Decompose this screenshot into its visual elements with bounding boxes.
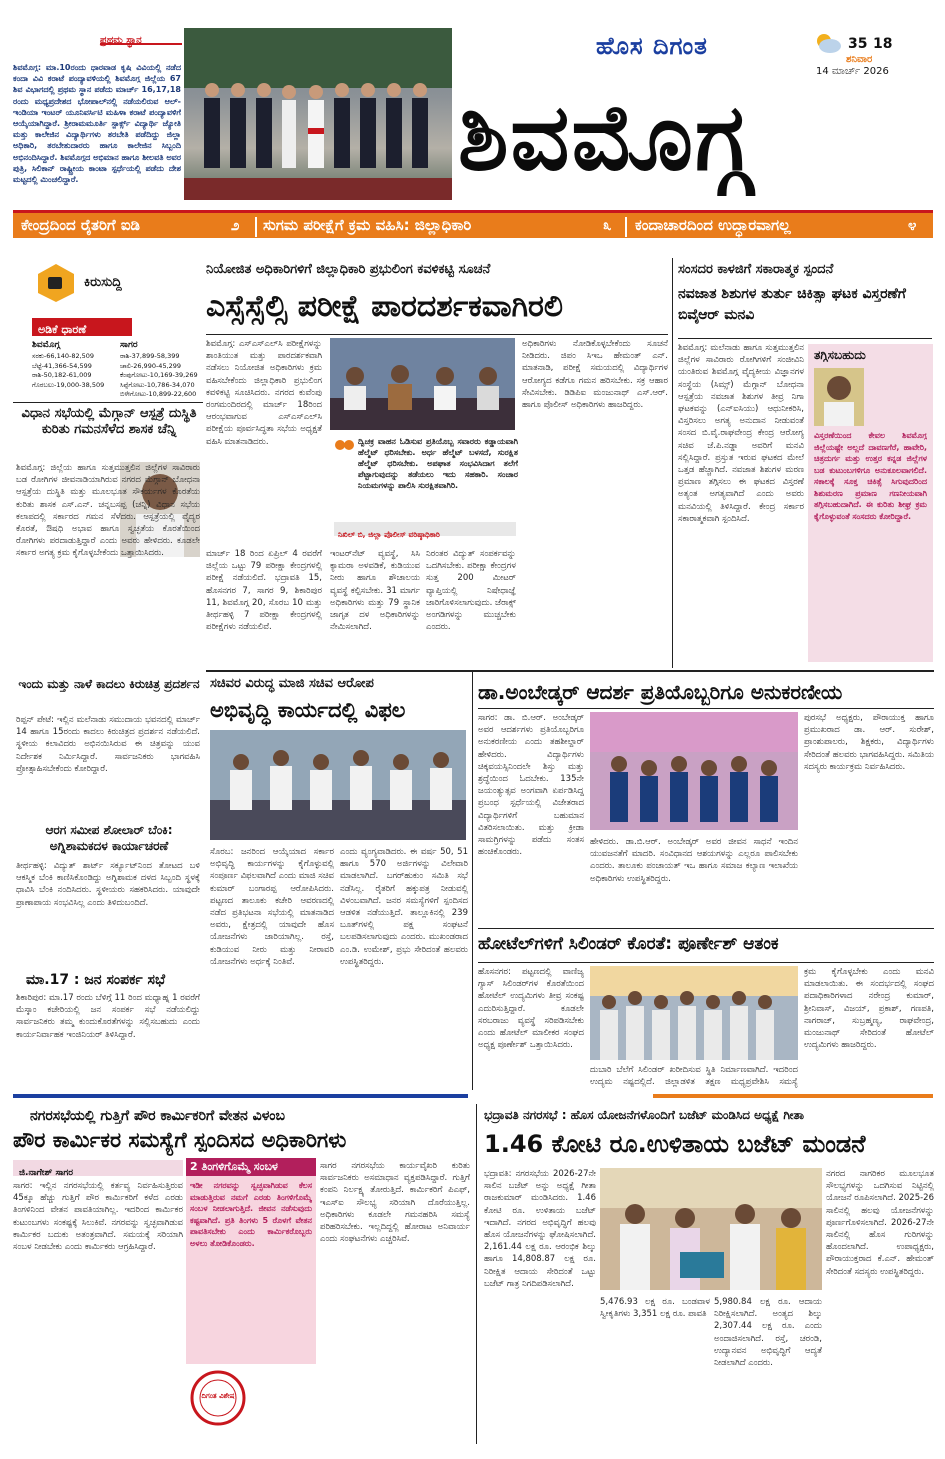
lead-col2: ಮಾರ್ಚ್ 18 ರಿಂದ ಏಪ್ರಿಲ್ 4 ರವರೆಗೆ ಜಿಲ್ಲೆಯ ಒಟ್ಟು 79 ಪರೀಕ್ಷಾ ಕೇಂದ್ರಗಳಲ್ಲಿ ಪರೀಕ್ಷೆ ನಡೆಯಲಿದೆ. ಭದ್ರಾವತಿ 15, ಹೊಸನಗರ 7, ಸಾಗರ 9, ಶಿಕಾರಿಪುರ 11, ಶಿವಮೊಗ್ಗ 20, ಸೊರಬ 10 ಮತ್ತು ತೀರ್ಥಹಳ್ಳಿ 7 ಪರೀಕ್ಷಾ ಕೇಂದ್ರಗಳಲ್ಲಿ ಪರೀಕ್ಷೆಗಳು ನಡೆಯಲಿವೆ. [206, 549, 322, 633]
promo-2-text: ಸುಗಮ ಪರೀಕ್ಷೆಗೆ ಕ್ರಮ ವಹಿಸಿ: ಜಿಲ್ಲಾಧಿಕಾರಿ [263, 216, 472, 234]
left-story1-headline: ವಿಧಾನ ಸಭೆಯಲ್ಲಿ ಮೆಗ್ಗಾನ್ ಆಸ್ಪತ್ರೆ ದುಸ್ಥಿತಿ ಕುರಿತು ಗಮನಸೆಳೆದ ಶಾಸಕ ಚೆನ್ನಿ [21, 406, 197, 437]
quote-byline [334, 522, 516, 539]
lead-kicker: ನಿಯೋಜಿತ ಅಧಿಕಾರಿಗಳಿಗೆ ಜಿಲ್ಲಾಧಿಕಾರಿ ಪ್ರಭುಲಿಂಗ ಕವಳಿಕಟ್ಟಿ ಸೂಚನೆ [206, 262, 491, 277]
mid-headline: ಅಭಿವೃದ್ಧಿ ಕಾರ್ಯದಲ್ಲಿ ವಿಫಲ [210, 698, 406, 722]
city-title-text: ಶಿವಮೊಗ್ಗ [458, 84, 752, 191]
ambedkar-col3: ಪುರಸಭೆ ಅಧ್ಯಕ್ಷರು, ಪೌರಾಯುಕ್ತ ಹಾಗೂ ಪ್ರಮುಖರಾದ ಡಾ. ಆರ್. ಸುರೇಶ್, ಪ್ರಾಂಶುಪಾಲರು, ಶಿಕ್ಷಕರು, ವಿದ್ಯಾರ್ಥಿಗಳು ಸೇರಿದಂತೆ ಹಲವರು ಭಾಗವಹಿಸಿದ್ದರು. ಸಮಿತಿಯ ಸದಸ್ಯರು ಕಾರ್ಯಕ್ರಮ ನಿರ್ವಹಿಸಿದರು. [804, 713, 934, 772]
ambedkar-col2: ಹೇಳಿದರು. ಡಾ.ಬಿ.ಆರ್. ಅಂಬೇಡ್ಕರ್ ಅವರ ಜೀವನ ಸಾಧನೆ ಇಂದಿನ ಯುವಜನತೆಗೆ ಮಾದರಿ. ಸಂವಿಧಾನದ ಆಶಯಗಳನ್ನು ಎಲ್ಲರೂ ಪಾಲಿಸಬೇಕು ಎಂದರು. ತಾಲೂಕು ಪಂಚಾಯತ್ ಇಒ ಹಾಗೂ ಸಮಾಜ ಕಲ್ಯಾಣ ಇಲಾಖೆಯ ಅಧಿಕಾರಿಗಳು ಉಪಸ್ಥಿತರಿದ್ದರು. [590, 837, 798, 884]
rate-row: ಗೊರಬಲು-19,000-38,509 [32, 380, 105, 389]
market-title-text: ಅಡಿಕೆ ಧಾರಣೆ [38, 323, 87, 336]
hotel-headline: ಹೋಟೆಲ್‌ಗಳಿಗೆ ಸಿಲಿಂಡರ್ ಕೊರತೆ: ಪೂರ್ಣೇಶ್ ಆತಂಕ [478, 934, 779, 954]
ambedkar-photo [590, 712, 798, 830]
rate-row: ರಾಶಿ-50,182-61,009 [32, 371, 92, 379]
market-title [32, 318, 132, 336]
promo-1-page: ೨ [231, 216, 240, 234]
bottom-right-headline: 1.46 ಕೋಟಿ ರೂ.ಉಳಿತಾಯ ಬಜೆಟ್ ಮಂಡನೆ [484, 1130, 866, 1158]
byline-text: ಜಿ.ನಾಗೇಶ್ ಸಾಗರ [19, 1168, 74, 1178]
top-story-photo [184, 28, 452, 200]
market-right-city: ಸಾಗರ [120, 340, 138, 350]
mid-col2: ಎಂದು ವ್ಯಂಗ್ಯವಾಡಿದರು. ಈ ವರ್ಷ 50, 51 ಹಾಗೂ 570 ಅರ್ಜಿಗಳನ್ನು ವಿಲೇವಾರಿ ಮಾಡಲಾಗಿದೆ. ಬಗರ್‌ಹುಕುಂ ಸಮಿತಿ ಸಭೆ ನಡೆಸಿಲ್ಲ. ರೈತರಿಗೆ ಹಕ್ಕುಪತ್ರ ನೀಡುವಲ್ಲಿ ವಿಳಂಬವಾಗಿದೆ. ಜನರ ಸಮಸ್ಯೆಗಳಿಗೆ ಸ್ಪಂದಿಸದ ಆಡಳಿತ ನಡೆಯುತ್ತಿದೆ. ತಾಲ್ಲೂಕಿನಲ್ಲಿ 239 ಬೂತ್‌ಗಳಲ್ಲಿ ಪಕ್ಷ ಸಂಘಟನೆ ಬಲಪಡಿಸಲಾಗುವುದು ಎಂದರು. ಮುಖಂಡರಾದ ಎಂ.ಡಿ. ಉಮೇಶ್, ಪ್ರಭು ಸೇರಿದಂತೆ ಹಲವರು ಉಪಸ್ಥಿತರಿದ್ದರು. [340, 847, 468, 967]
rank-tag-label: ಪ್ರಥಮ ಸ್ಥಾನ [100, 35, 142, 46]
promo-strip [13, 210, 933, 238]
lead-meeting-photo [330, 338, 515, 430]
left-story2-headline: ಇಂದು ಮತ್ತು ನಾಳೆ ಕಾದಲು ಕಿರುಚಿತ್ರ ಪ್ರದರ್ಶನ [18, 677, 200, 691]
left-story3-headline: ಆರಗ ಸಮೀಪ ಶೋಲಾರ್ ಬೆಂಕಿ: ಅಗ್ನಿಶಾಮಕದಳ ಕಾರ್ಯಾಚರಣೆ [45, 823, 173, 853]
lead-col3: ಇಂಟರ್‌ನೆಟ್ ವ್ಯವಸ್ಥೆ, ಸಿಸಿ ಕ್ಯಾಮರಾ ಅಳವಡಿಕೆ, ಕುಡಿಯುವ ನೀರು ಹಾಗೂ ಶೌಚಾಲಯ ವ್ಯವಸ್ಥೆ ಕಲ್ಪಿಸಬೇಕು. 31 ಮಾರ್ಗ ಅಧಿಕಾರಿಗಳು ಮತ್ತು 79 ಸ್ಥಾನಿಕ ಜಾಗೃತ ದಳ ಅಧಿಕಾರಿಗಳನ್ನು ನೇಮಿಸಲಾಗಿದೆ. [330, 549, 420, 633]
hand-icon [36, 263, 76, 303]
salary-box-text: ಇಡೀ ನಗರವನ್ನು ಸ್ವಚ್ಛವಾಗಿಡುವ ಕೆಲಸ ಮಾಡುತ್ತಿರುವ ನಮಗೆ ಎರಡು ತಿಂಗಳಿಗೊಮ್ಮೆ ಸಂಬಳ ನೀಡಲಾಗುತ್ತಿದೆ. ಜೀವನ ನಡೆಸುವುದು ಕಷ್ಟವಾಗಿದೆ. ಪ್ರತಿ ತಿಂಗಳು 5 ರೊಳಗೆ ವೇತನ ಪಾವತಿಸಬೇಕು ಎಂದು ಕಾರ್ಮಿಕರೊಬ್ಬರು ಅಳಲು ತೋಡಿಕೊಂಡರು. [190, 1181, 312, 1248]
lead-quote: ದ್ವಿಚಕ್ರ ವಾಹನ ಓಡಿಸುವ ಪ್ರತಿಯೊಬ್ಬ ಸವಾರರು ಕಡ್ಡಾಯವಾಗಿ ಹೆಲ್ಮೆಟ್ ಧರಿಸಬೇಕು. ಅರ್ಧ ಹೆಲ್ಮೆಟ್ ಬಳಸದೆ, ಸುರಕ್ಷಿತ ಹೆಲ್ಮೆಟ್ ಧರಿಸಬೇಕು. ಅಪಘಾತ ಸಂಭವಿಸಿದಾಗ ತಲೆಗೆ ಪೆಟ್ಟಾಗುವುದನ್ನು ತಡೆಯಲು ಇದು ಸಹಕಾರಿ. ಸಂಚಾರ ನಿಯಮಗಳನ್ನು ಪಾಲಿಸಿ ಸುರಕ್ಷಿತವಾಗಿರಿ. [358, 437, 518, 490]
top-story-text: ಶಿವಮೊಗ್ಗ: ಮಾ.10ರಂದು ಧಾರವಾಡ ಕೃಷಿ ವಿವಿಯಲ್ಲಿ ನಡೆದ ಕಂದಾ ವಿವಿ ಕರಾಟೆ ಪಂದ್ಯಾವಳಿಯಲ್ಲಿ ಶಿವಮೊಗ್ಗ ಜಿಲ್ಲೆಯ 67 ಶಿವ ವಿಭಾಗದಲ್ಲಿ ಪ್ರಥಮ ಸ್ಥಾನ ಪಡೆದು ಮಾರ್ಚ್ 16,17,18 ರಂದು ಮಧ್ಯಪ್ರದೇಶದ ಭೋಪಾಲ್‌ನಲ್ಲಿ ನಡೆಯಲಿರುವ ಆಲ್-ಇಂಡಿಯಾ ಇಂಟರ್ ಯೂನಿವರ್ಸಿಟಿ ಮಹಿಳಾ ಕರಾಟೆ ಪಂದ್ಯಾವಳಿಗೆ ಆಯ್ಕೆಯಾಗಿದ್ದಾರೆ. ಶ್ರೀರಾಮಮೂರ್ತಿ ಸ್ಪಾರ್ಕ್ಸ್ ವಿದ್ಯಾರ್ಥಿ ಜ್ಯೋತಿ ಮತ್ತು ಕಾಲೇಜಿನ ವಿದ್ಯಾರ್ಥಿಗಳು ತರಬೇತಿ ಪಡೆದಿದ್ದು ಜಿಲ್ಲಾ ಅಧಿಕಾರಿ, ತರಬೇತುದಾರರು ಹಾಗೂ ಕಾಲೇಜಿನ ಸಿಬ್ಬಂದಿ ಅಭಿನಂದಿಸಿದ್ದಾರೆ. ಶಿವಮೊಗ್ಗದ ಅಭಿಮಾನ ಹಾಗೂ ಶೀಲವತಿ ಅವರ ಪುತ್ರಿ, ಸಿಲಿಕಾನ್ ರಾಷ್ಟ್ರೀಯ ಕಾಂಟಾ ಸ್ಪರ್ಧೆಯಲ್ಲಿ ಪಡೆದು ದೇಶ ಮಟ್ಟದಲ್ಲಿ ಮಿಂಚಲಿದ್ದಾರೆ. [13, 63, 181, 185]
right-kicker: ಸಂಸದರ ಕಾಳಜಿಗೆ ಸಕಾರಾತ್ಮಕ ಸ್ಪಂದನೆ [678, 262, 834, 277]
left-story4-headline: ಮಾ.17 : ಜನ ಸಂಪರ್ಕ ಸಭೆ [26, 972, 166, 988]
sidebox-text: ವಿಸ್ತರಣೆಯಿಂದ ಕೇವಲ ಶಿವಮೊಗ್ಗ ಜಿಲ್ಲೆಯಷ್ಟೇ ಅಲ್ಲದೆ ದಾವಣಗೆರೆ, ಹಾವೇರಿ, ಚಿತ್ರದುರ್ಗ ಮತ್ತು ಉತ್ತರ ಕನ್ನಡ ಜಿಲ್ಲೆಗಳ ಬಡ ಕುಟುಂಬಗಳಿಗೂ ಅನುಕೂಲವಾಗಲಿದೆ. ಸಕಾಲಕ್ಕೆ ಸೂಕ್ತ ಚಿಕಿತ್ಸೆ ಸಿಗುವುದರಿಂದ ಶಿಶುಮರಣ ಪ್ರಮಾಣ ಗಣನೀಯವಾಗಿ ತಗ್ಗಿಸಬಹುದಾಗಿದೆ. ಈ ಕುರಿತು ಶೀಘ್ರ ಕ್ರಮ ಕೈಗೊಳ್ಳುವಂತೆ ಸಂಸದರು ಕೋರಿದ್ದಾರೆ. [814, 431, 927, 521]
promo-2-page: ೩ [603, 216, 612, 234]
bottom-left-col1: ಸಾಗರ: ಇಲ್ಲಿನ ನಗರಸಭೆಯಲ್ಲಿ ಕರ್ತವ್ಯ ನಿರ್ವಹಿಸುತ್ತಿರುವ 45ಕ್ಕೂ ಹೆಚ್ಚು ಗುತ್ತಿಗೆ ಪೌರ ಕಾರ್ಮಿಕರಿಗೆ ಕಳೆದ ಎರಡು ತಿಂಗಳಿನಿಂದ ವೇತನ ಪಾವತಿಯಾಗಿಲ್ಲ. ಇದರಿಂದ ಕಾರ್ಮಿಕರ ಕುಟುಂಬಗಳು ಸಂಕಷ್ಟಕ್ಕೆ ಸಿಲುಕಿವೆ. ನಗರವನ್ನು ಸ್ವಚ್ಛವಾಗಿಡುವ ಕಾರ್ಮಿಕರ ಬದುಕು ಅತಂತ್ರವಾಗಿದೆ. ಸಮಯಕ್ಕೆ ಸರಿಯಾಗಿ ಸಂಬಳ ನೀಡಬೇಕು ಎಂದು ಕಾರ್ಮಿಕರು ಆಗ್ರಹಿಸಿದ್ದಾರೆ. [13, 1181, 183, 1253]
bottom-left-col2: ಸಾಗರ ನಗರಸಭೆಯ ಕಾರ್ಯವೈಖರಿ ಕುರಿತು ಸಾರ್ವಜನಿಕರು ಅಸಮಾಧಾನ ವ್ಯಕ್ತಪಡಿಸಿದ್ದಾರೆ. ಗುತ್ತಿಗೆ ಕಂಪನಿ ನಿರ್ಲಕ್ಷ್ಯ ತೋರುತ್ತಿದೆ. ಕಾರ್ಮಿಕರಿಗೆ ಪಿಎಫ್, ಇಎಸ್ಐ ಸೌಲಭ್ಯ ಸರಿಯಾಗಿ ದೊರೆಯುತ್ತಿಲ್ಲ. ಅಧಿಕಾರಿಗಳು ಕೂಡಲೇ ಗಮನಹರಿಸಿ ಸಮಸ್ಯೆ ಪರಿಹರಿಸಬೇಕು. ಇಲ್ಲದಿದ್ದಲ್ಲಿ ಹೋರಾಟ ಅನಿವಾರ್ಯ ಎಂದು ಸಂಘಟನೆಗಳು ಎಚ್ಚರಿಸಿವೆ. [320, 1161, 470, 1245]
left-story4-text: ಶಿಕಾರಿಪುರ: ಮಾ.17 ರಂದು ಬೆಳಿಗ್ಗೆ 11 ರಿಂದ ಮಧ್ಯಾಹ್ನ 1 ರವರೆಗೆ ಮೆಸ್ಕಾಂ ಕಚೇರಿಯಲ್ಲಿ ಜನ ಸಂಪರ್ಕ ಸಭೆ ನಡೆಯಲಿದ್ದು ಸಾರ್ವಜನಿಕರು ತಮ್ಮ ಕುಂದುಕೊರತೆಗಳನ್ನು ಸಲ್ಲಿಸಬಹುದು ಎಂದು ಕಾರ್ಯನಿರ್ವಾಹಕ ಇಂಜಿನಿಯರ್ ತಿಳಿಸಿದ್ದಾರೆ. [16, 993, 200, 1040]
market-left-city: ಶಿವಮೊಗ್ಗ [32, 340, 60, 350]
sidebox-title: ತಗ್ಗಿಸಬಹುದು [814, 348, 866, 362]
bottom-right-kicker: ಭದ್ರಾವತಿ ನಗರಸಭೆ : ಹೊಸ ಯೋಜನೆಗಳೊಂದಿಗೆ ಬಜೆಟ್ ಮಂಡಿಸಿದ ಅಧ್ಯಕ್ಷೆ ಗೀತಾ [484, 1108, 805, 1122]
hotel-photo [590, 966, 798, 1060]
right-sidebox [808, 344, 933, 662]
right-headline: ನವಜಾತ ಶಿಶುಗಳ ತುರ್ತು ಚಿಕಿತ್ಸಾ ಘಟಕ ವಿಸ್ತರಣೆಗೆ ಬಿವೈಆರ್ ಮನವಿ [678, 286, 906, 323]
left-story2-text: ರಿಪ್ಪನ್ ಪೇಟೆ: ಇಲ್ಲಿನ ಮಲೆನಾಡು ಸಮುದಾಯ ಭವನದಲ್ಲಿ ಮಾರ್ಚ್ 14 ಹಾಗೂ 15ರಂದು ಕಾದಲು ಕಿರುಚಿತ್ರದ ಪ್ರದರ್ಶನ ನಡೆಯಲಿದೆ. ಸ್ಥಳೀಯ ಕಲಾವಿದರು ಅಭಿನಯಿಸಿರುವ ಈ ಚಿತ್ರವನ್ನು ಯುವ ನಿರ್ದೇಶಕ ನಿರ್ಮಿಸಿದ್ದಾರೆ. ಸಾರ್ವಜನಿಕರು ಭಾಗವಹಿಸಿ ಪ್ರೋತ್ಸಾಹಿಸಬೇಕೆಂದು ಕೋರಿದ್ದಾರೆ. [16, 715, 200, 774]
bottom-right-col2: 5,980.84 ಲಕ್ಷ ರೂ. ಆದಾಯ ನಿರೀಕ್ಷಿಸಲಾಗಿದೆ. ಅಂತ್ಯದ ಶಿಲ್ಕು 2,307.44 ಲಕ್ಷ ರೂ. ಎಂದು ಅಂದಾಜಿಸಲಾಗಿದೆ. ರಸ್ತೆ, ಚರಂಡಿ, ಉದ್ಯಾನವನ ಅಭಿವೃದ್ಧಿಗೆ ಆದ್ಯತೆ ನೀಡಲಾಗಿದೆ ಎಂದರು. [714, 1297, 822, 1369]
lead-col1: ಶಿವಮೊಗ್ಗ: ಎಸ್ಎಸ್ಎಲ್‌ಸಿ ಪರೀಕ್ಷೆಗಳನ್ನು ಶಾಂತಿಯುತ ಮತ್ತು ಪಾರದರ್ಶಕವಾಗಿ ನಡೆಸಲು ನಿಯೋಜಿತ ಅಧಿಕಾರಿಗಳು ಕ್ರಮ ವಹಿಸಬೇಕೆಂದು ಜಿಲ್ಲಾಧಿಕಾರಿ ಪ್ರಭುಲಿಂಗ ಕವಳಿಕಟ್ಟಿ ಸೂಚಿಸಿದರು. ನಗರದ ಕುವೆಂಪು ರಂಗಮಂದಿರದಲ್ಲಿ ಮಾರ್ಚ್ 18ರಿಂದ ಆರಂಭವಾಗುವ ಎಸ್ಎಸ್ಎಲ್‌ಸಿ ಪರೀಕ್ಷೆಯ ಪೂರ್ವಸಿದ್ಧತಾ ಸಭೆಯ ಅಧ್ಯಕ್ಷತೆ ವಹಿಸಿ ಮಾತನಾಡಿದರು. [206, 339, 322, 447]
rank-tag [100, 28, 182, 45]
lead-headline: ಎಸ್ಸೆಸ್ಸೆಲ್ಸಿ ಪರೀಕ್ಷೆ ಪಾರದರ್ಶಕವಾಗಿರಲಿ [206, 289, 564, 324]
ambedkar-col1: ಸಾಗರ: ಡಾ. ಬಿ.ಆರ್. ಅಂಬೇಡ್ಕರ್ ಅವರ ಆದರ್ಶಗಳು ಪ್ರತಿಯೊಬ್ಬರಿಗೂ ಅನುಕರಣೀಯ ಎಂದು ತಹಶೀಲ್ದಾರ್ ಹೇಳಿದರು. ವಿದ್ಯಾರ್ಥಿಗಳು ಚಿಕ್ಕವಯಸ್ಸಿನಿಂದಲೇ ಶಿಸ್ತು ಮತ್ತು ಶ್ರದ್ಧೆಯಿಂದ ಓದಬೇಕು. 135ನೇ ಜಯಂತ್ಯುತ್ಸವ ಅಂಗವಾಗಿ ಏರ್ಪಡಿಸಿದ್ದ ಪ್ರಬಂಧ ಸ್ಪರ್ಧೆಯಲ್ಲಿ ವಿಜೇತರಾದ ವಿದ್ಯಾರ್ಥಿಗಳಿಗೆ ಬಹುಮಾನ ವಿತರಿಸಲಾಯಿತು. ಮತ್ತು ಕ್ರೀಡಾ ಸಾಮಗ್ರಿಗಳನ್ನು ಪಡೆದು ಸಂತಸ ಹಂಚಿಕೊಂಡರು. [478, 713, 584, 858]
mid-kicker: ಸಚಿವರ ವಿರುದ್ಧ ಮಾಜಿ ಸಚಿವ ಆರೋಪ [210, 676, 374, 691]
bottom-right-col1: ಭದ್ರಾವತಿ: ನಗರಸಭೆಯ 2026-27ನೇ ಸಾಲಿನ ಬಜೆಟ್ ಅನ್ನು ಅಧ್ಯಕ್ಷೆ ಗೀತಾ ರಾಜಕುಮಾರ್ ಮಂಡಿಸಿದರು. 1.46 ಕೋಟಿ ರೂ. ಉಳಿತಾಯ ಬಜೆಟ್ ಇದಾಗಿದೆ. ನಗರದ ಅಭಿವೃದ್ಧಿಗೆ ಹಲವು ಹೊಸ ಯೋಜನೆಗಳನ್ನು ಘೋಷಿಸಲಾಗಿದೆ. 2,161.44 ಲಕ್ಷ ರೂ. ಆರಂಭಿಕ ಶಿಲ್ಕು ಹಾಗೂ 14,808.87 ಲಕ್ಷ ರೂ. ನಿರೀಕ್ಷಿತ ಆದಾಯ ಸೇರಿದಂತೆ ಒಟ್ಟು ಬಜೆಟ್ ಗಾತ್ರ ನಿಗದಿಪಡಿಸಲಾಗಿದೆ. [484, 1169, 596, 1289]
paper-name: ಹೊಸ ದಿಗಂತ [596, 32, 708, 60]
kirusuddi-label: ಕಿರುಸುದ್ದಿ [84, 275, 122, 290]
promo-3-text: ಕಂದಾಚಾರದಿಂದ ಉದ್ಧಾರವಾಗಲ್ಲ [635, 216, 791, 234]
issue-date: 14 ಮಾರ್ಚ್ 2026 [816, 66, 889, 77]
rate-row: ಸರಕು-66,140-82,509 [32, 352, 95, 360]
bottom-divider [13, 1094, 933, 1098]
left-story1-text: ಶಿವಮೊಗ್ಗ: ಜಿಲ್ಲೆಯ ಹಾಗೂ ಸುತ್ತಮುತ್ತಲಿನ ಜಿಲ್ಲೆಗಳ ಸಾವಿರಾರು ಬಡ ರೋಗಿಗಳ ಜೀವನಾಡಿಯಾಗಿರುವ ನಗರದ ಮೆಗ್ಗಾನ್ ಬೋಧನಾ ಆಸ್ಪತ್ರೆಯ ದುಸ್ಥಿತಿ ಮತ್ತು ಮೂಲಭೂತ ಸೌಕರ್ಯಗಳ ಕೊರತೆಯ ಕುರಿತು ಶಾಸಕ ಎಸ್.ಎನ್. ಚನ್ನಬಸಪ್ಪ (ಚನ್ನಿ) ವಿಧಾನ ಸಭೆಯ ಕಲಾಪದಲ್ಲಿ ಸರ್ಕಾರದ ಗಮನ ಸೆಳೆದರು. ಆಸ್ಪತ್ರೆಯಲ್ಲಿ ವೈದ್ಯರ ಕೊರತೆ, ಔಷಧಿ ಅಭಾವ ಹಾಗೂ ಸ್ವಚ್ಛತೆಯ ಕೊರತೆಯಿಂದ ರೋಗಿಗಳು ಪರದಾಡುತ್ತಿದ್ದಾರೆ ಎಂದು ಅವರು ಹೇಳಿದರು. ಕೂಡಲೇ ಸರ್ಕಾರ ಅಗತ್ಯ ಕ್ರಮ ಕೈಗೊಳ್ಳಬೇಕೆಂದು ಒತ್ತಾಯಿಸಿದರು. [16, 463, 200, 559]
salary-box-title: 2 ತಿಂಗಳಿಗೊಮ್ಮೆ ಸಂಬಳ [190, 1160, 278, 1173]
digantha-seal [190, 1370, 246, 1426]
budget-caption: 5,476.93 ಲಕ್ಷ ರೂ. ಬಂಡವಾಳ ಸ್ವೀಕೃತಿಗಳು 3,351 ಲಕ್ಷ ರೂ. ಪಾವತಿ [600, 1297, 710, 1320]
paper-logo [596, 32, 816, 66]
temp-min: 18 [873, 36, 893, 52]
market-rates-right [120, 352, 200, 400]
promo-item-3[interactable] [635, 216, 905, 238]
bottom-left-byline [13, 1160, 183, 1176]
hotel-col2: ದುಬಾರಿ ಬೆಲೆಗೆ ಸಿಲಿಂಡರ್ ಖರೀದಿಸುವ ಸ್ಥಿತಿ ನಿರ್ಮಾಣವಾಗಿದೆ. ಇದರಿಂದ ಉದ್ಯಮ ನಷ್ಟದಲ್ಲಿದೆ. ಜಿಲ್ಲಾಡಳಿತ ತಕ್ಷಣ ಮಧ್ಯಪ್ರವೇಶಿಸಿ ಸಮಸ್ಯೆ [590, 1065, 798, 1088]
promo-item-1[interactable] [21, 216, 227, 238]
city-title [458, 76, 938, 206]
mid-col1: ಸೊರಬ: ಜನರಿಂದ ಆಯ್ಕೆಯಾದ ಸರ್ಕಾರ ಅಭಿವೃದ್ಧಿ ಕಾರ್ಯಗಳನ್ನು ಕೈಗೊಳ್ಳುವಲ್ಲಿ ಸಂಪೂರ್ಣ ವಿಫಲವಾಗಿದೆ ಎಂದು ಮಾಜಿ ಸಚಿವ ಕುಮಾರ್ ಬಂಗಾರಪ್ಪ ಆರೋಪಿಸಿದರು. ಪಟ್ಟಣದ ತಾಲೂಕು ಕಚೇರಿ ಆವರಣದಲ್ಲಿ ನಡೆದ ಪ್ರತಿಭಟನಾ ಸಭೆಯಲ್ಲಿ ಮಾತನಾಡಿದ ಅವರು, ಕ್ಷೇತ್ರದಲ್ಲಿ ಯಾವುದೇ ಹೊಸ ಯೋಜನೆಗಳು ಜಾರಿಯಾಗಿಲ್ಲ. ರಸ್ತೆ, ಕುಡಿಯುವ ನೀರು ಮತ್ತು ನೀರಾವರಿ ಯೋಜನೆಗಳು ಅರ್ಧಕ್ಕೆ ನಿಂತಿವೆ. [210, 847, 334, 967]
seal-label: ದಿಗಂತ ವಿಶೇಷ [201, 1392, 235, 1400]
bottom-right-col3: ನಗರದ ನಾಗರಿಕರ ಮೂಲಭೂತ ಸೌಲಭ್ಯಗಳನ್ನು ಒದಗಿಸುವ ನಿಟ್ಟಿನಲ್ಲಿ ಯೋಜನೆ ರೂಪಿಸಲಾಗಿದೆ. 2025-26 ಸಾಲಿನಲ್ಲಿ ಹಲವು ಯೋಜನೆಗಳನ್ನು ಪೂರ್ಣಗೊಳಿಸಲಾಗಿದೆ. 2026-27ನೇ ಸಾಲಿನಲ್ಲಿ ಹೊಸ ಗುರಿಗಳನ್ನು ಹೊಂದಲಾಗಿದೆ. ಉಪಾಧ್ಯಕ್ಷರು, ಪೌರಾಯುಕ್ತರಾದ ಕೆ.ಎನ್. ಹೇಮಂತ್ ಸೇರಿದಂತೆ ಸದಸ್ಯರು ಉಪಸ್ಥಿತರಿದ್ದರು. [826, 1169, 934, 1277]
promo-item-2[interactable] [263, 216, 593, 238]
rate-row: ಸಿಪ್ಪೆಗೋಟು-10,786-34,070 [120, 380, 195, 389]
rate-row: ಕೆಂಪುಗೋಟು-10,169-39,269 [120, 371, 198, 379]
left-story3-text: ತೀರ್ಥಹಳ್ಳಿ: ವಿದ್ಯುತ್ ಶಾರ್ಟ್ ಸರ್ಕ್ಯೂಟ್‌ನಿಂದ ತೋಟದ ಬಳಿ ಆಕಸ್ಮಿಕ ಬೆಂಕಿ ಕಾಣಿಸಿಕೊಂಡಿದ್ದು ಅಗ್ನಿಶಾಮಕ ದಳದ ಸಿಬ್ಬಂದಿ ಸ್ಥಳಕ್ಕೆ ಧಾವಿಸಿ ಬೆಂಕಿ ನಂದಿಸಿದರು. ಸ್ಥಳೀಯರು ಸಹಕರಿಸಿದರು. ಯಾವುದೇ ಪ್ರಾಣಾಪಾಯ ಸಂಭವಿಸಿಲ್ಲ ಎಂದು ತಿಳಿದುಬಂದಿದೆ. [16, 861, 200, 908]
karate-team-photo [184, 28, 452, 200]
temp-max: 35 [848, 36, 868, 52]
issue-day: ಶನಿವಾರ [846, 54, 873, 65]
quote-byline-text: ನಿಖಿಲ್ ಬಿ, ಜಿಲ್ಲಾ ಪೊಲೀಸ್ ವರಿಷ್ಠಾಧಿಕಾರಿ [338, 530, 440, 539]
promo-3-page: ೪ [908, 216, 917, 234]
quote-icon [334, 438, 354, 458]
rate-row: ಚಾಲಿ-26,990-45,299 [120, 361, 182, 370]
rate-row: ರಾಶಿ-37,899-58,399 [120, 352, 180, 360]
lead-col4: ನಿರಂತರ ವಿದ್ಯುತ್ ಸಂಪರ್ಕವನ್ನು ಒದಗಿಸಬೇಕು. ಪರೀಕ್ಷಾ ಕೇಂದ್ರಗಳ ಸುತ್ತ 200 ಮೀಟರ್ ವ್ಯಾಪ್ತಿಯಲ್ಲಿ ನಿಷೇಧಾಜ್ಞೆ ಜಾರಿಗೊಳಿಸಲಾಗುವುದು. ಜೆರಾಕ್ಸ್ ಅಂಗಡಿಗಳನ್ನು ಮುಚ್ಚಬೇಕು ಎಂದರು. [426, 549, 516, 633]
bottom-left-kicker: ನಗರಸಭೆಯಲ್ಲಿ ಗುತ್ತಿಗೆ ಪೌರ ಕಾರ್ಮಿಕರಿಗೆ ವೇತನ ವಿಳಂಬ [30, 1108, 285, 1124]
hotel-col1: ಹೊಸನಗರ: ಪಟ್ಟಣದಲ್ಲಿ ವಾಣಿಜ್ಯ ಗ್ಯಾಸ್ ಸಿಲಿಂಡರ್‌ಗಳ ಕೊರತೆಯಿಂದ ಹೋಟೆಲ್ ಉದ್ಯಮಿಗಳು ತೀವ್ರ ಸಂಕಷ್ಟ ಎದುರಿಸುತ್ತಿದ್ದಾರೆ. ಕೂಡಲೇ ಸರಬರಾಜು ವ್ಯವಸ್ಥೆ ಸರಿಪಡಿಸಬೇಕು ಎಂದು ಹೋಟೆಲ್ ಮಾಲೀಕರ ಸಂಘದ ಅಧ್ಯಕ್ಷ ಪೂರ್ಣೇಶ್ ಒತ್ತಾಯಿಸಿದರು. [478, 967, 584, 1051]
kirusuddi-logo [36, 263, 186, 303]
protest-photo [210, 730, 466, 840]
rate-row: ಬಿಳೇಗೋಟು-10,899-22,600 [120, 390, 197, 398]
weather-icon [812, 30, 842, 56]
budget-photo [600, 1168, 822, 1290]
hotel-col3: ಕ್ರಮ ಕೈಗೊಳ್ಳಬೇಕು ಎಂದು ಮನವಿ ಮಾಡಲಾಯಿತು. ಈ ಸಂದರ್ಭದಲ್ಲಿ ಸಂಘದ ಪದಾಧಿಕಾರಿಗಳಾದ ನರೇಂದ್ರ ಕುಮಾರ್, ಶ್ರೀನಿವಾಸ್, ವಿಜಯ್, ಪ್ರಕಾಶ್, ಗಣಪತಿ, ನಾಗರಾಜ್, ಸುಬ್ರಹ್ಮಣ್ಯ, ರಾಘವೇಂದ್ರ, ಮಂಜುನಾಥ್ ಸೇರಿದಂತೆ ಹೋಟೆಲ್ ಉದ್ಯಮಿಗಳು ಹಾಜರಿದ್ದರು. [804, 967, 934, 1051]
salary-box [186, 1158, 316, 1364]
market-rates-left [32, 352, 122, 390]
mp-photo [814, 368, 864, 426]
promo-1-text: ಕೇಂದ್ರದಿಂದ ರೈತರಿಗೆ ಐಡಿ [21, 216, 140, 234]
bottom-left-headline: ಪೌರ ಕಾರ್ಮಿಕರ ಸಮಸ್ಯೆಗೆ ಸ್ಪಂದಿಸದ ಅಧಿಕಾರಿಗಳು [13, 1128, 347, 1152]
right-text: ಶಿವಮೊಗ್ಗ: ಮಲೆನಾಡು ಹಾಗೂ ಸುತ್ತಮುತ್ತಲಿನ ಜಿಲ್ಲೆಗಳ ಸಾವಿರಾರು ರೋಗಿಗಳಿಗೆ ಸಂಜೀವಿನಿ ಯಂತಿರುವ ಶಿವಮೊಗ್ಗ ವೈದ್ಯಕೀಯ ವಿಜ್ಞಾನಗಳ ಸಂಸ್ಥೆಯ (ಸಿಮ್ಸ್) ಮೆಗ್ಗಾನ್ ಬೋಧನಾ ಆಸ್ಪತ್ರೆಯ ನವಜಾತ ಶಿಶುಗಳ ತೀವ್ರ ನಿಗಾ ಘಟಕವನ್ನು (ಎನ್ಐಸಿಯು) ಆಧುನೀಕರಿಸಿ, ವಿಸ್ತರಿಸಲು ಅಗತ್ಯ ಅನುದಾನ ನೀಡುವಂತೆ ಸಂಸದ ಬಿ.ವೈ.ರಾಘವೇಂದ್ರ ಕೇಂದ್ರ ಆರೋಗ್ಯ ಸಚಿವ ಜೆ.ಪಿ.ನಡ್ಡಾ ಅವರಿಗೆ ಮನವಿ ಸಲ್ಲಿಸಿದ್ದಾರೆ. ಪ್ರಸ್ತುತ ಇರುವ ಘಟಕದ ಮೇಲೆ ಒತ್ತಡ ಹೆಚ್ಚಾಗಿದೆ. ನವಜಾತ ಶಿಶುಗಳ ಮರಣ ಪ್ರಮಾಣ ತಗ್ಗಿಸಲು ಈ ಘಟಕದ ವಿಸ್ತರಣೆ ಅತ್ಯಂತ ಅಗತ್ಯವಾಗಿದೆ ಎಂದು ಅವರು ಮನವಿಯಲ್ಲಿ ತಿಳಿಸಿದ್ದಾರೆ. ಕೇಂದ್ರ ಸರ್ಕಾರ ಸಕಾರಾತ್ಮಕವಾಗಿ ಸ್ಪಂದಿಸಿದೆ. [678, 343, 804, 524]
rate-row: ಬೆಟ್ಟೆ-41,366-54,599 [32, 361, 92, 370]
ambedkar-headline: ಡಾ.ಅಂಬೇಡ್ಕರ್ ಆದರ್ಶ ಪ್ರತಿಯೊಬ್ಬರಿಗೂ ಅನುಕರಣೀಯ [478, 680, 843, 704]
lead-col5: ಅಧಿಕಾರಿಗಳು ನೋಡಿಕೊಳ್ಳಬೇಕೆಂದು ಸೂಚನೆ ನೀಡಿದರು. ಜಿಪಂ ಸಿಇಒ ಹೇಮಂತ್ ಎನ್. ಮಾತನಾಡಿ, ಪರೀಕ್ಷೆ ಸಮಯದಲ್ಲಿ ವಿದ್ಯಾರ್ಥಿಗಳ ಆರೋಗ್ಯದ ಕಡೆಗೂ ಗಮನ ಹರಿಸಬೇಕು. ಸಕ್ರ ಆಹಾರ ಸೇವಿಸಬೇಕು. ಡಿಡಿಪಿಐ ಮಂಜುನಾಥ್ ಎಸ್.ಆರ್. ಹಾಗೂ ಪೊಲೀಸ್ ಅಧಿಕಾರಿಗಳು ಹಾಜರಿದ್ದರು. [522, 339, 668, 411]
